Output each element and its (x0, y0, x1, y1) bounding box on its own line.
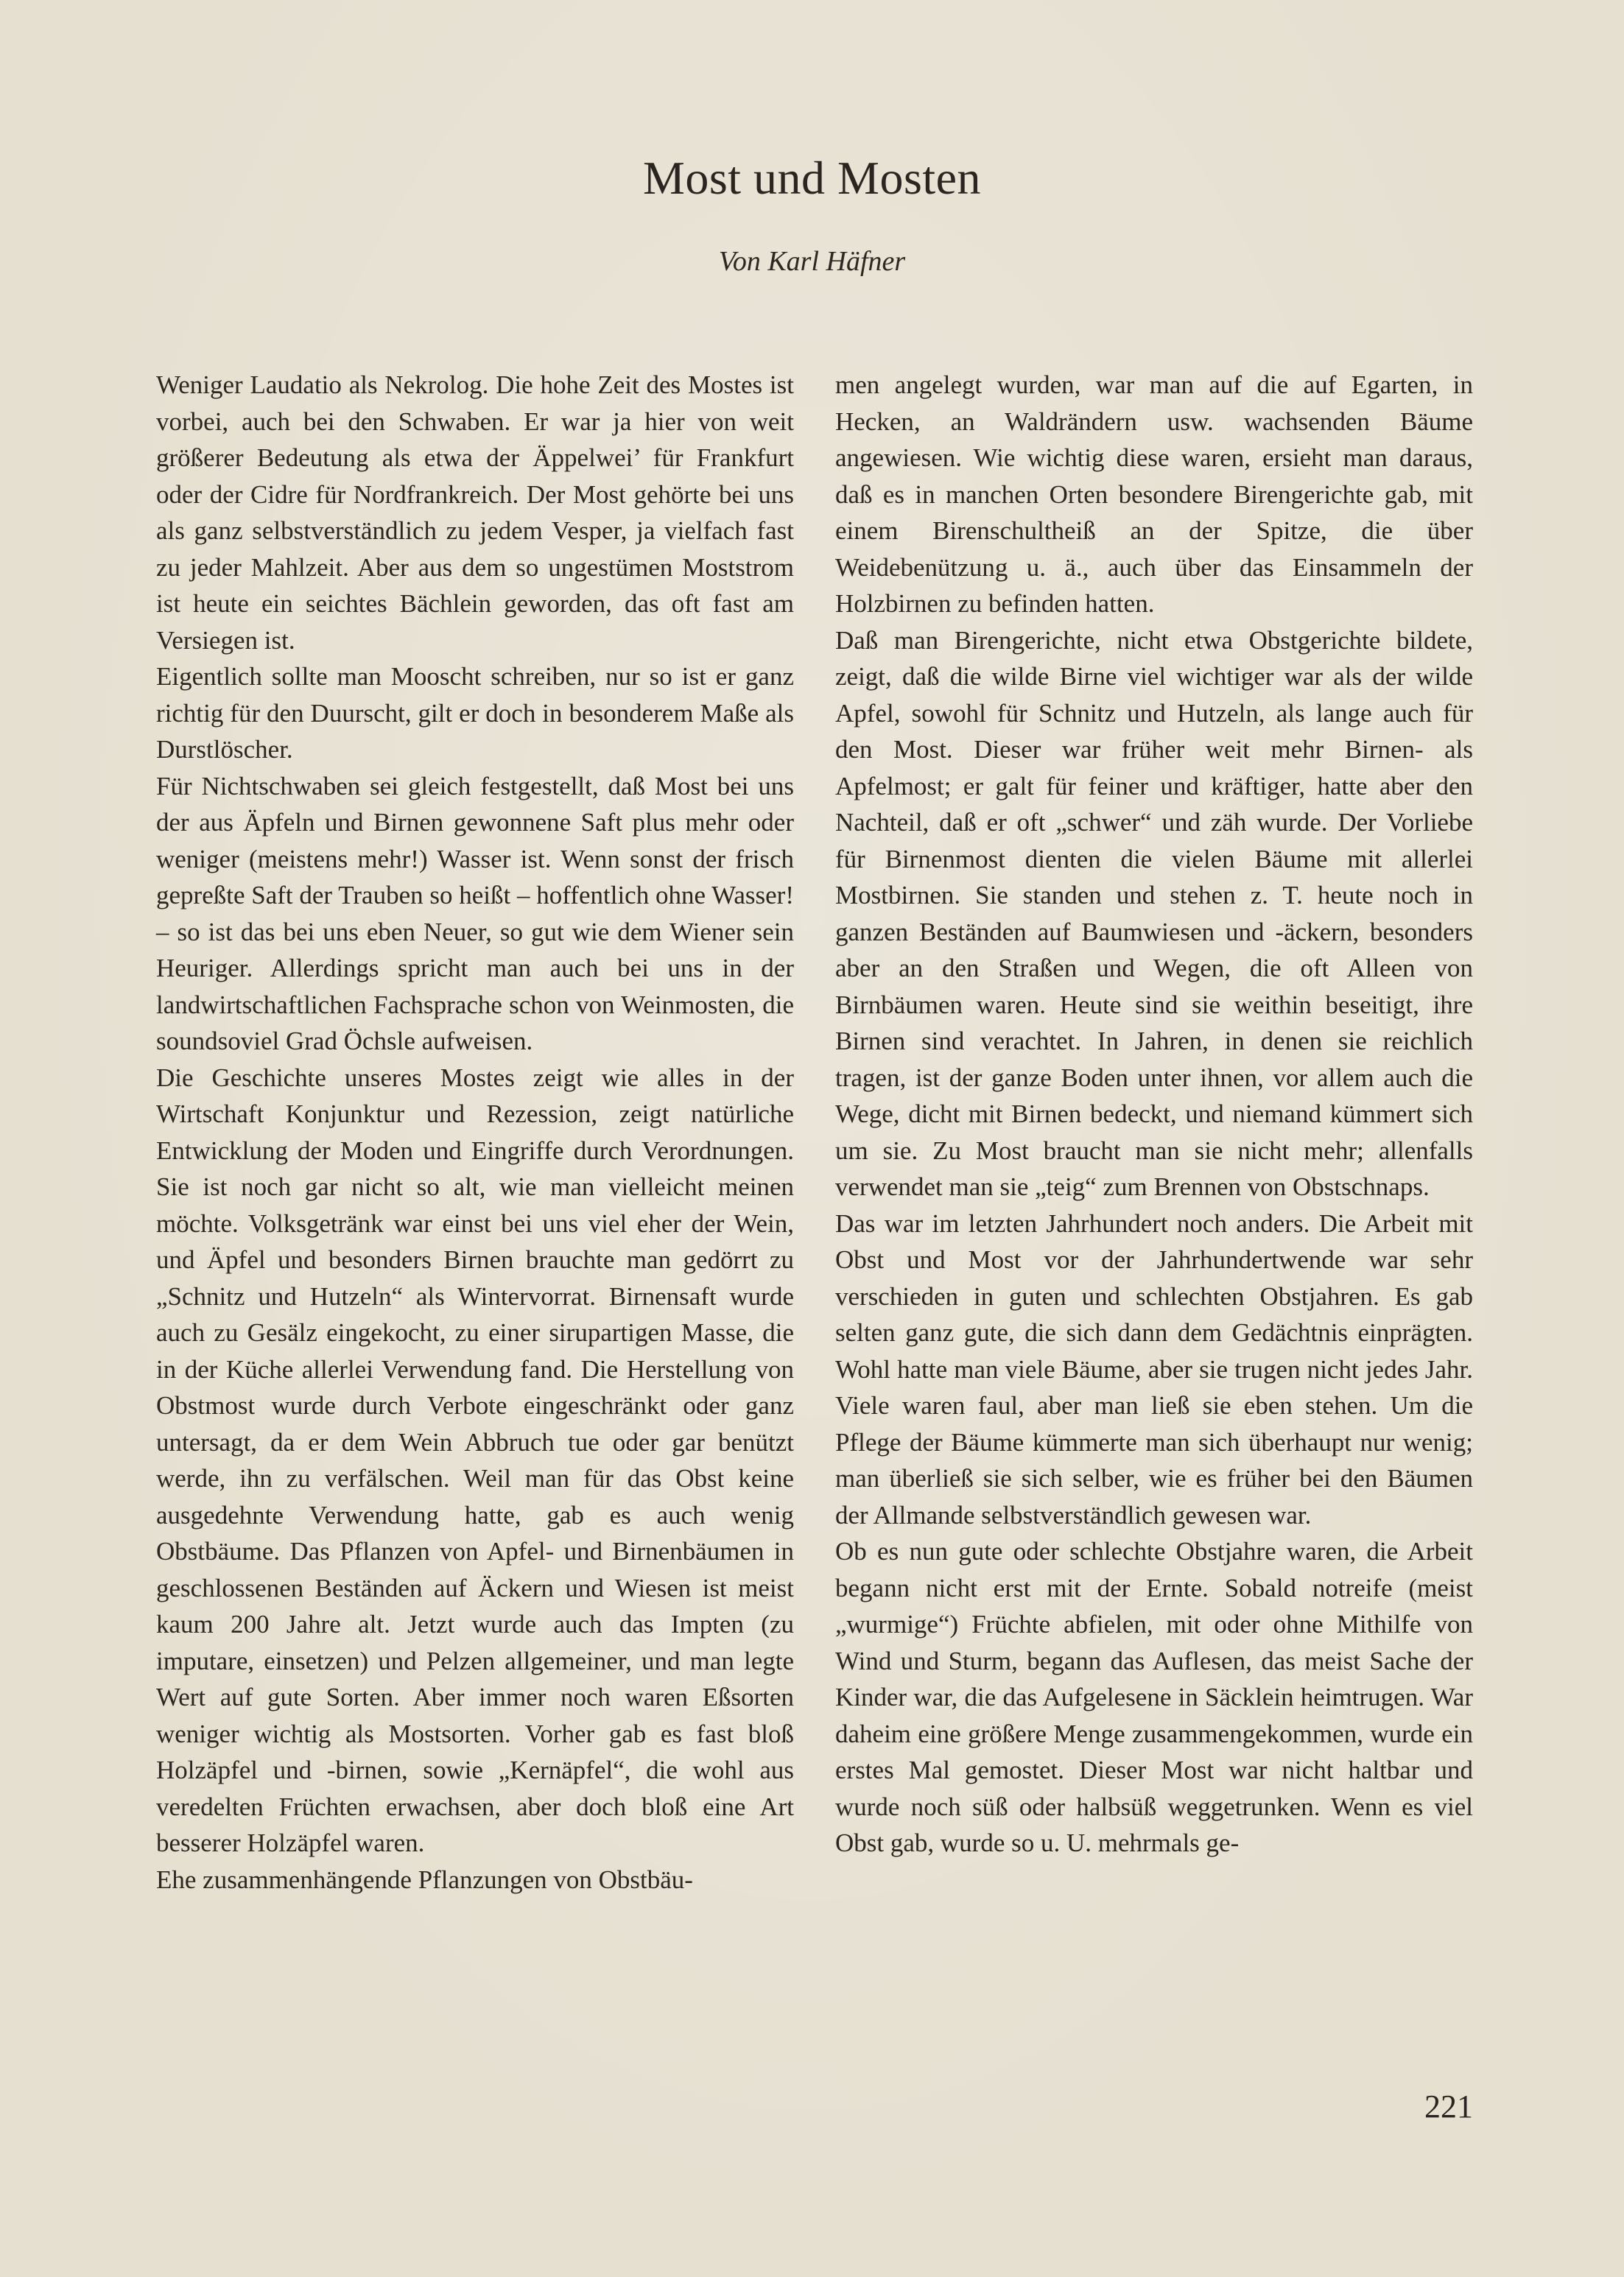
paragraph: Weniger Laudatio als Nekrolog. Die hohe Zeit des Mostes ist vorbei, auch bei den Schwaben. Er war ja hier von weit größerer Bedeutung als etwa der Äppelwei’ für Frankfurt oder der Cidre für Nordfrankreich. Der Most gehörte bei uns als ganz selbstverständlich zu jedem Vesper, ja vielfach fast zu jeder Mahlzeit. Aber aus dem so ungestümen Moststrom ist heute ein seichtes Bächlein geworden, das oft fast am Versiegen ist. (156, 370, 794, 655)
paragraph: Ob es nun gute oder schlechte Obstjahre waren, die Arbeit begann nicht erst mit der Ernte. Sobald notreife (meist „wurmige“) Früchte abfielen, mit oder ohne Mithilfe von Wind und Sturm, begann das Auflesen, das meist Sache der Kinder war, die das Aufgelesene in Säcklein heimtrugen. War daheim eine größere Menge zusammengekommen, wurde ein erstes Mal gemostet. Dieser Most war nicht haltbar und wurde noch süß oder halbsüß weggetrunken. Wenn es viel Obst gab, wurde so u. U. mehrmals ge- (835, 1537, 1473, 1857)
text-column-right (835, 367, 1473, 1862)
paragraph: Ehe zusammenhängende Pflanzungen von Obstbäu- (156, 1865, 693, 1894)
paragraph: Das war im letzten Jahrhundert noch anders. Die Arbeit mit Obst und Most vor der Jahrhundertwende war sehr verschieden in guten und schlechten Obstjahren. Es gab selten ganz gute, die sich dann dem Gedächtnis einprägten. Wohl hatte man viele Bäume, aber sie trugen nicht jedes Jahr. Viele waren faul, aber man ließ sie eben stehen. Um die Pflege der Bäume kümmerte man sich überhaupt nur wenig; man überließ sie sich selber, wie es früher bei den Bäumen der Allmande selbstverständlich gewesen war. (835, 1208, 1473, 1530)
article-author: Von Karl Häfner (718, 246, 906, 277)
page-number: 221 (1424, 2088, 1473, 2125)
paragraph: men angelegt wurden, war man auf die auf Egarten, in Hecken, an Waldrändern usw. wachsenden Bäume angewiesen. Wie wichtig diese waren, ersieht man daraus, daß es in manchen Orten besondere Birengerichte gab, mit einem Birenschultheiß an der Spitze, die über Weidebenützung u. ä., auch über das Einsammeln der Holzbirnen zu befinden hatten. (835, 370, 1473, 618)
text-column-left (156, 367, 794, 1898)
paragraph: Daß man Birengerichte, nicht etwa Obstgerichte bildete, zeigt, daß die wilde Birne viel wichtiger war als der wilde Apfel, sowohl für Schnitz und Hutzeln, als lange auch für den Most. Dieser war früher weit mehr Birnen- als Apfelmost; er galt für feiner und kräftiger, hatte aber den Nachteil, daß er oft „schwer“ und zäh wurde. Der Vorliebe für Birnenmost dienten die vielen Bäume mit allerlei Mostbirnen. Sie standen und stehen z. T. heute noch in ganzen Beständen auf Baumwiesen und -äckern, besonders aber an den Straßen und Wegen, die oft Alleen von Birnbäumen waren. Heute sind sie weithin beseitigt, ihre Birnen sind verachtet. In Jahren, in denen sie reichlich tragen, ist der ganze Boden unter ihnen, vor allem auch die Wege, dicht mit Birnen bedeckt, und niemand kümmert sich um sie. Zu Most braucht man sie nicht mehr; allenfalls verwendet man sie „teig“ zum Brennen von Obstschnaps. (835, 625, 1473, 1201)
paragraph: Die Geschichte unseres Mostes zeigt wie alles in der Wirtschaft Konjunktur und Rezession, zeigt natürliche Entwicklung der Moden und Eingriffe durch Verordnungen. Sie ist noch gar nicht so alt, wie man vielleicht meinen möchte. Volksgetränk war einst bei uns viel eher der Wein, und Äpfel und besonders Birnen brauchte man gedörrt zu „Schnitz und Hutzeln“ als Wintervorrat. Birnensaft wurde auch zu Gesälz eingekocht, zu einer sirupartigen Masse, die in der Küche allerlei Verwendung fand. Die Herstellung von Obstmost wurde durch Verbote eingeschränkt oder ganz untersagt, da er dem Wein Abbruch tue oder gar benützt werde, ihn zu verfälschen. Weil man für das Obst keine ausgedehnte Verwendung hatte, gab es auch wenig Obstbäume. Das Pflanzen von Apfel- und Birnenbäumen in geschlossenen Beständen auf Äckern und Wiesen ist meist kaum 200 Jahre alt. Jetzt wurde auch das Impten (zu imputare, einsetzen) und Pelzen allgemeiner, und man legte Wert auf gute Sorten. Aber immer noch waren Eßsorten weniger wichtig als Mostsorten. Vorher gab es fast bloß Holzäpfel und -birnen, sowie „Kernäpfel“, die wohl aus veredelten Früchten erwachsen, aber doch bloß eine Art besserer Holzäpfel waren. (156, 1063, 794, 1857)
article-title: Most und Mosten (642, 152, 982, 204)
paragraph: Eigentlich sollte man Mooscht schreiben, nur so ist er ganz richtig für den Duurscht, gilt er doch in besonderem Maße als Durstlöscher. (156, 662, 794, 764)
paragraph: Für Nichtschwaben sei gleich festgestellt, daß Most bei uns der aus Äpfeln und Birnen gewonnene Saft plus mehr oder weniger (meistens mehr!) Wasser ist. Wenn sonst der frisch gepreßte Saft der Trauben so heißt – hoffentlich ohne Wasser! – so ist das bei uns eben Neuer, so gut wie dem Wiener sein Heuriger. Allerdings spricht man auch bei uns in der landwirtschaftlichen Fachsprache schon von Weinmosten, die soundsoviel Grad Öchsle aufweisen. (156, 771, 794, 1055)
